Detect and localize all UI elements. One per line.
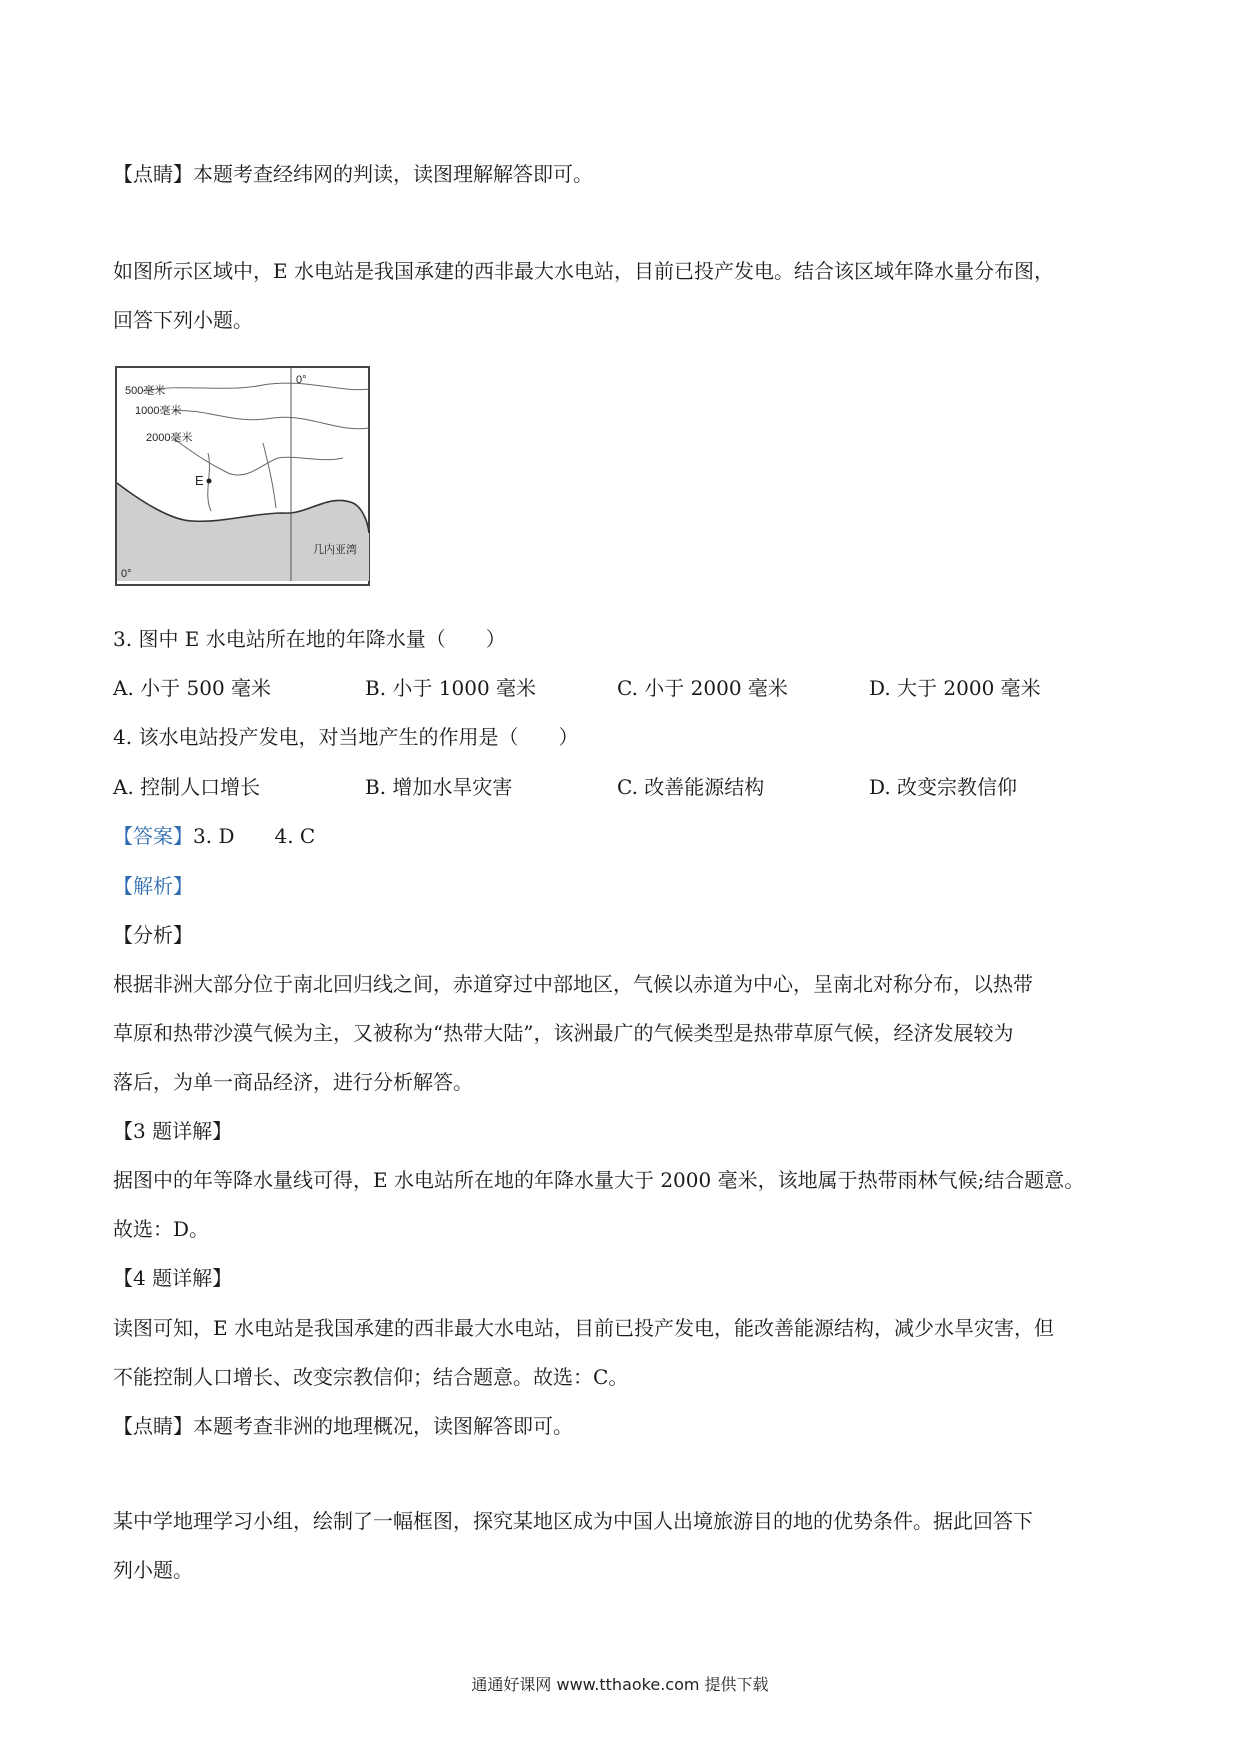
fenxi-tag: 【分析】 xyxy=(113,923,193,947)
intro-line-2: 回答下列小题。 xyxy=(113,308,253,332)
detail3-tag: 【3 题详解】 xyxy=(113,1119,233,1143)
label-gulf-of-guinea: 几内亚湾 xyxy=(313,544,357,556)
answer-tag: 【答案】 xyxy=(113,824,193,848)
intro-line-1: 如图所示区域中，E 水电站是我国承建的西非最大水电站，目前已投产发电。结合该区域年降水量分布图， xyxy=(113,259,1054,283)
fenxi-line-3: 落后，为单一商品经济，进行分析解答。 xyxy=(113,1070,473,1094)
fenxi-line-2: 草原和热带沙漠气候为主，又被称为“热带大陆”，该洲最广的气候类型是热带草原气候，经济发展较为 xyxy=(113,1021,1014,1045)
label-500mm: 500毫米 xyxy=(125,385,166,397)
detail4-line-2: 不能控制人口增长、改变宗教信仰；结合题意。故选：C。 xyxy=(113,1365,629,1389)
q3-option-a: A. 小于 500 毫米 xyxy=(113,676,272,700)
tip-tag: 【点睛】 xyxy=(113,162,193,186)
label-meridian-zero: 0° xyxy=(296,374,307,386)
next-intro-line-2: 列小题。 xyxy=(113,1558,193,1582)
q3-option-c: C. 小于 2000 毫米 xyxy=(617,676,788,700)
next-intro-line-1: 某中学地理学习小组，绘制了一幅框图，探究某地区成为中国人出境旅游目的地的优势条件。据此回答下 xyxy=(113,1509,1033,1533)
tip-paragraph-1 xyxy=(113,160,593,188)
detail4-tag: 【4 题详解】 xyxy=(113,1266,233,1290)
q3-options xyxy=(113,674,1123,702)
tip-text: 本题考查经纬网的判读，读图理解解答即可。 xyxy=(193,162,593,186)
q4-stem: 4. 该水电站投产发电，对当地产生的作用是（ ） xyxy=(113,725,579,749)
label-1000mm: 1000毫米 xyxy=(135,405,182,417)
q4-option-a: A. 控制人口增长 xyxy=(113,775,261,799)
label-equator-zero: 0° xyxy=(121,568,132,580)
q3-stem: 3. 图中 E 水电站所在地的年降水量（ ） xyxy=(113,627,506,651)
detail4-line-1: 读图可知，E 水电站是我国承建的西非最大水电站，目前已投产发电，能改善能源结构，减少水旱灾害，但 xyxy=(113,1316,1054,1340)
analysis-tag: 【解析】 xyxy=(113,874,193,898)
dam-marker xyxy=(207,479,212,484)
q4-option-c: C. 改善能源结构 xyxy=(617,775,765,799)
label-2000mm: 2000毫米 xyxy=(146,432,193,444)
q3-option-b: B. 小于 1000 毫米 xyxy=(365,676,537,700)
detail3-line-2: 故选：D。 xyxy=(113,1217,210,1241)
precipitation-map xyxy=(113,363,375,590)
q4-option-d: D. 改变宗教信仰 xyxy=(869,775,1018,799)
label-e-station: E xyxy=(195,473,204,488)
tip-paragraph-2 xyxy=(113,1412,573,1440)
q4-option-b: B. 增加水旱灾害 xyxy=(365,775,513,799)
tip2-tag: 【点睛】 xyxy=(113,1414,193,1438)
tip2-text: 本题考查非洲的地理概况，读图解答即可。 xyxy=(193,1414,573,1438)
answer-line xyxy=(113,822,315,850)
q4-options xyxy=(113,773,1123,801)
answer-text: 3. D 4. C xyxy=(193,824,316,848)
detail3-line-1: 据图中的年等降水量线可得，E 水电站所在地的年降水量大于 2000 毫米，该地属于热带雨林气候;结合题意。 xyxy=(113,1168,1085,1192)
fenxi-line-1: 根据非洲大部分位于南北回归线之间，赤道穿过中部地区，气候以赤道为中心，呈南北对称分布，以热带 xyxy=(113,972,1033,996)
q3-option-d: D. 大于 2000 毫米 xyxy=(869,676,1041,700)
page-footer: 通通好课网 www.tthaoke.com 提供下载 xyxy=(471,1675,769,1694)
